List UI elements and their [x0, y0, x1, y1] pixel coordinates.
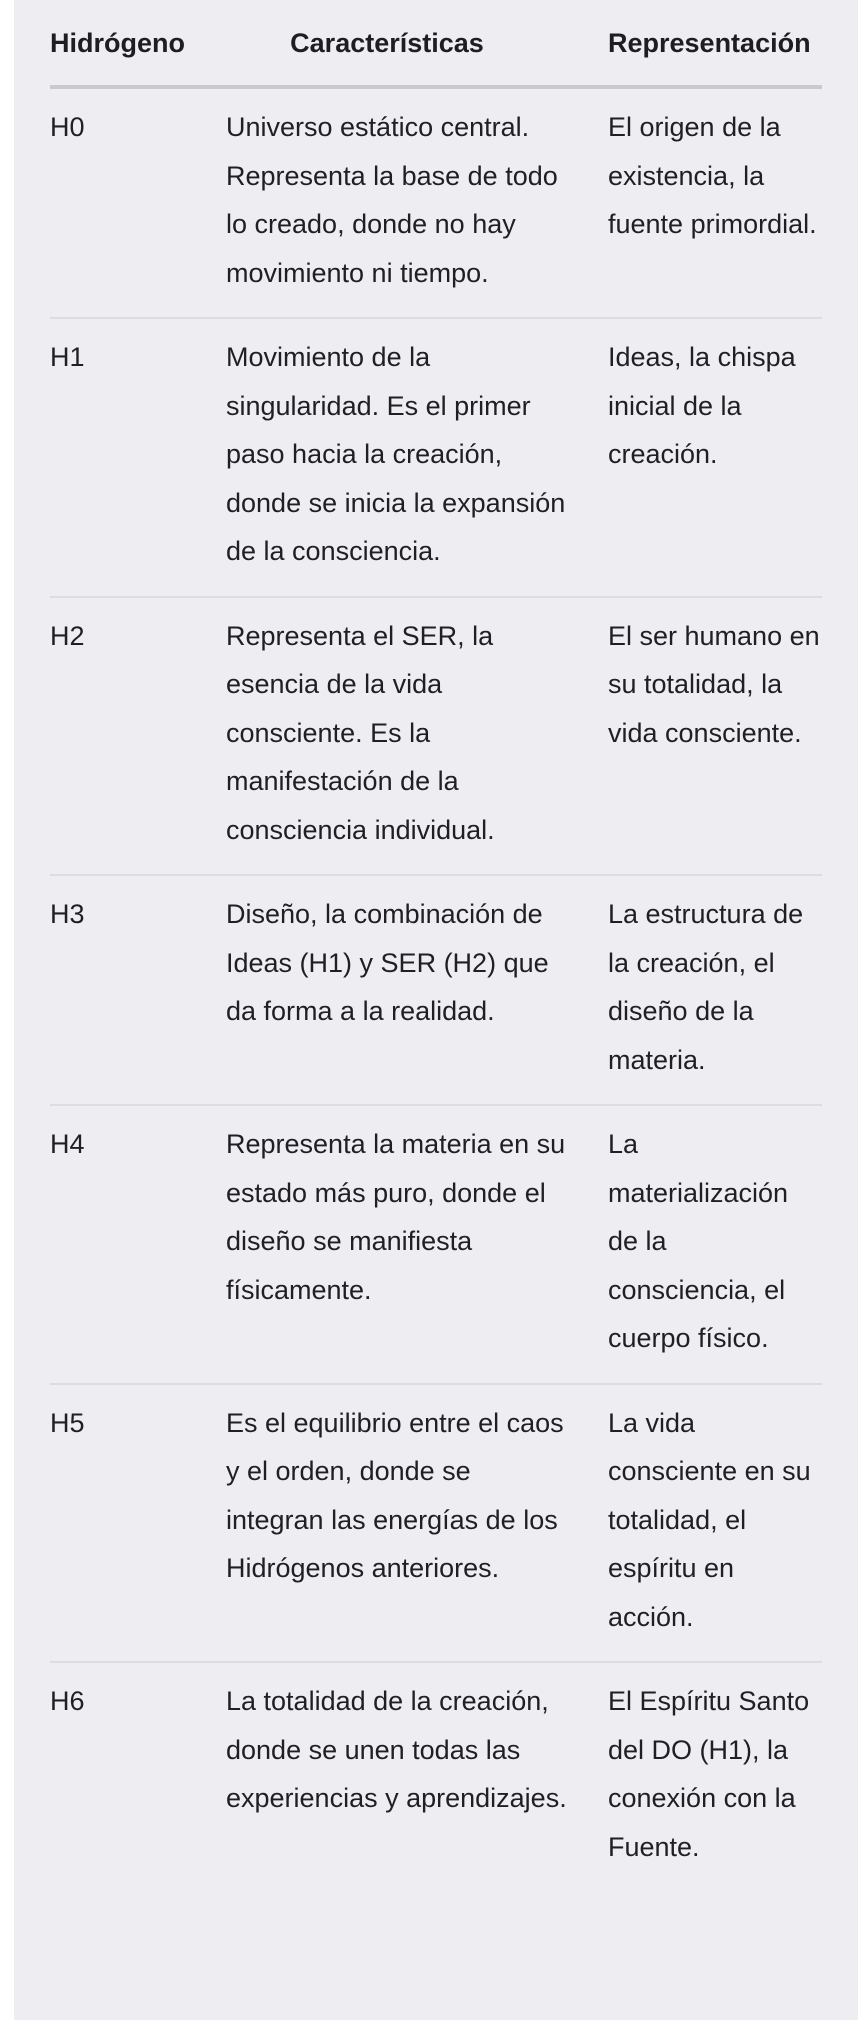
hydrogen-cell: H2: [50, 597, 226, 876]
representation-cell: La estructura de la creación, el diseño de la materia.: [608, 875, 822, 1105]
table-row: [50, 1662, 822, 1891]
hydrogen-table: [50, 0, 822, 1891]
representation-cell: El Espíritu Santo del DO (H1), la conexión con la Fuente.: [608, 1662, 822, 1891]
hydrogen-cell: H0: [50, 112, 85, 142]
table-header: [50, 0, 822, 87]
header-representation: Representación: [608, 0, 822, 87]
representation-cell: El ser humano en su totalidad, la vida consciente.: [608, 597, 822, 876]
table-row: [50, 1105, 822, 1384]
table-body: [50, 87, 822, 1891]
table-row: [50, 1384, 822, 1663]
header-characteristics: Características: [226, 0, 608, 87]
representation-cell: El origen de la existencia, la fuente primordial.: [608, 112, 817, 239]
characteristics-cell: Es el equilibrio entre el caos y el orden, donde se integran las energías de los Hidrógenos anteriores.: [226, 1384, 608, 1663]
representation-cell: La vida consciente en su totalidad, el espíritu en acción.: [608, 1384, 822, 1663]
characteristics-cell: Diseño, la combinación de Ideas (H1) y SER (H2) que da forma a la realidad.: [226, 875, 608, 1105]
characteristics-cell: Universo estático central. Representa la base de todo lo creado, donde no hay movimiento ni tiempo.: [226, 112, 558, 288]
characteristics-cell: Representa la materia en su estado más puro, donde el diseño se manifiesta físicamente.: [226, 1105, 608, 1384]
hydrogen-cell: H6: [50, 1662, 226, 1891]
header-hydrogen: Hidrógeno: [50, 0, 226, 87]
hydrogen-cell: H1: [50, 318, 226, 597]
hydrogen-cell: H4: [50, 1105, 226, 1384]
characteristics-cell: La totalidad de la creación, donde se unen todas las experiencias y aprendizajes.: [226, 1662, 608, 1891]
table-row: [50, 318, 822, 597]
representation-cell: Ideas, la chispa inicial de la creación.: [608, 318, 822, 597]
table-row: [50, 597, 822, 876]
characteristics-cell: Movimiento de la singularidad. Es el primer paso hacia la creación, donde se inicia la expansión de la consciencia.: [226, 318, 608, 597]
hydrogen-cell: H5: [50, 1384, 226, 1663]
characteristics-cell: Representa el SER, la esencia de la vida consciente. Es la manifestación de la consciencia individual.: [226, 597, 608, 876]
header-row: [50, 0, 822, 87]
table-row: [50, 875, 822, 1105]
hydrogen-cell: H3: [50, 875, 226, 1105]
table-row: [50, 87, 822, 318]
representation-cell: La materialización de la consciencia, el cuerpo físico.: [608, 1105, 822, 1384]
